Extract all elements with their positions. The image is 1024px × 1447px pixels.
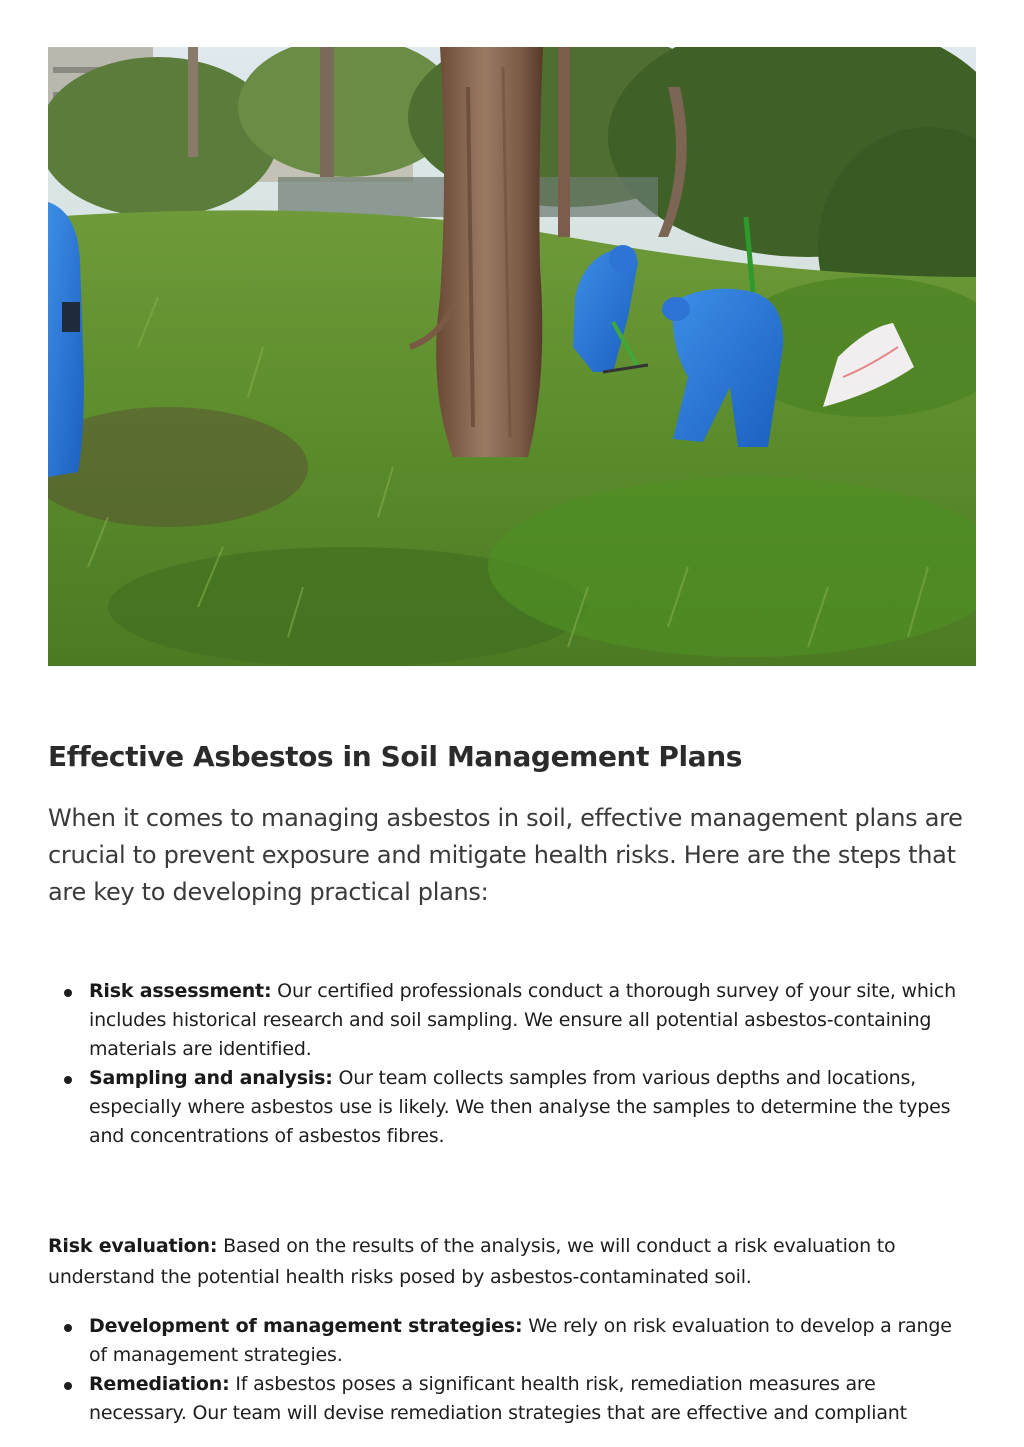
list-item-term: Sampling and analysis: — [89, 1067, 333, 1089]
list-item-term: Remediation: — [89, 1373, 230, 1395]
list-item-term: Risk assessment: — [89, 980, 272, 1002]
hero-photo-illustration — [48, 47, 976, 666]
list-item-text: Our team collects samples from various depths and locations, especially where asbestos use is likely. We then analyse the samples to determine the types and concentrations of asbestos fibres. — [89, 1067, 951, 1147]
hero-photo — [48, 47, 976, 666]
list-item-management-strategies — [48, 1312, 963, 1370]
risk-evaluation-paragraph — [48, 1231, 963, 1293]
list-item-risk-assessment — [48, 977, 963, 1064]
list-item-text: If asbestos poses a significant health risk, remediation measures are necessary. Our team will devise remediation strategies that are effective and compliant — [89, 1373, 907, 1424]
paragraph-text: Based on the results of the analysis, we will conduct a risk evaluation to understand the potential health risks posed by asbestos-contaminated soil. — [48, 1235, 896, 1288]
article-page — [48, 47, 976, 1424]
paragraph-term: Risk evaluation: — [48, 1235, 218, 1257]
intro-paragraph: When it comes to managing asbestos in soil, effective management plans are crucial to prevent exposure and mitigate health risks. Here are the steps that are key to developing practical plans: — [48, 804, 963, 906]
list-item-text: Our certified professionals conduct a thorough survey of your site, which includes historical research and soil sampling. We ensure all potential asbestos-containing materials are identified. — [89, 980, 956, 1060]
list-item-sampling-analysis — [48, 1064, 963, 1151]
list-item-term: Development of management strategies: — [89, 1315, 523, 1337]
list-item-remediation — [48, 1370, 963, 1428]
steps-list-1 — [48, 977, 963, 1151]
steps-list-2 — [48, 1312, 963, 1428]
article-title: Effective Asbestos in Soil Management Plans — [48, 740, 743, 773]
list-item-text: We rely on risk evaluation to develop a range of management strategies. — [89, 1315, 952, 1366]
